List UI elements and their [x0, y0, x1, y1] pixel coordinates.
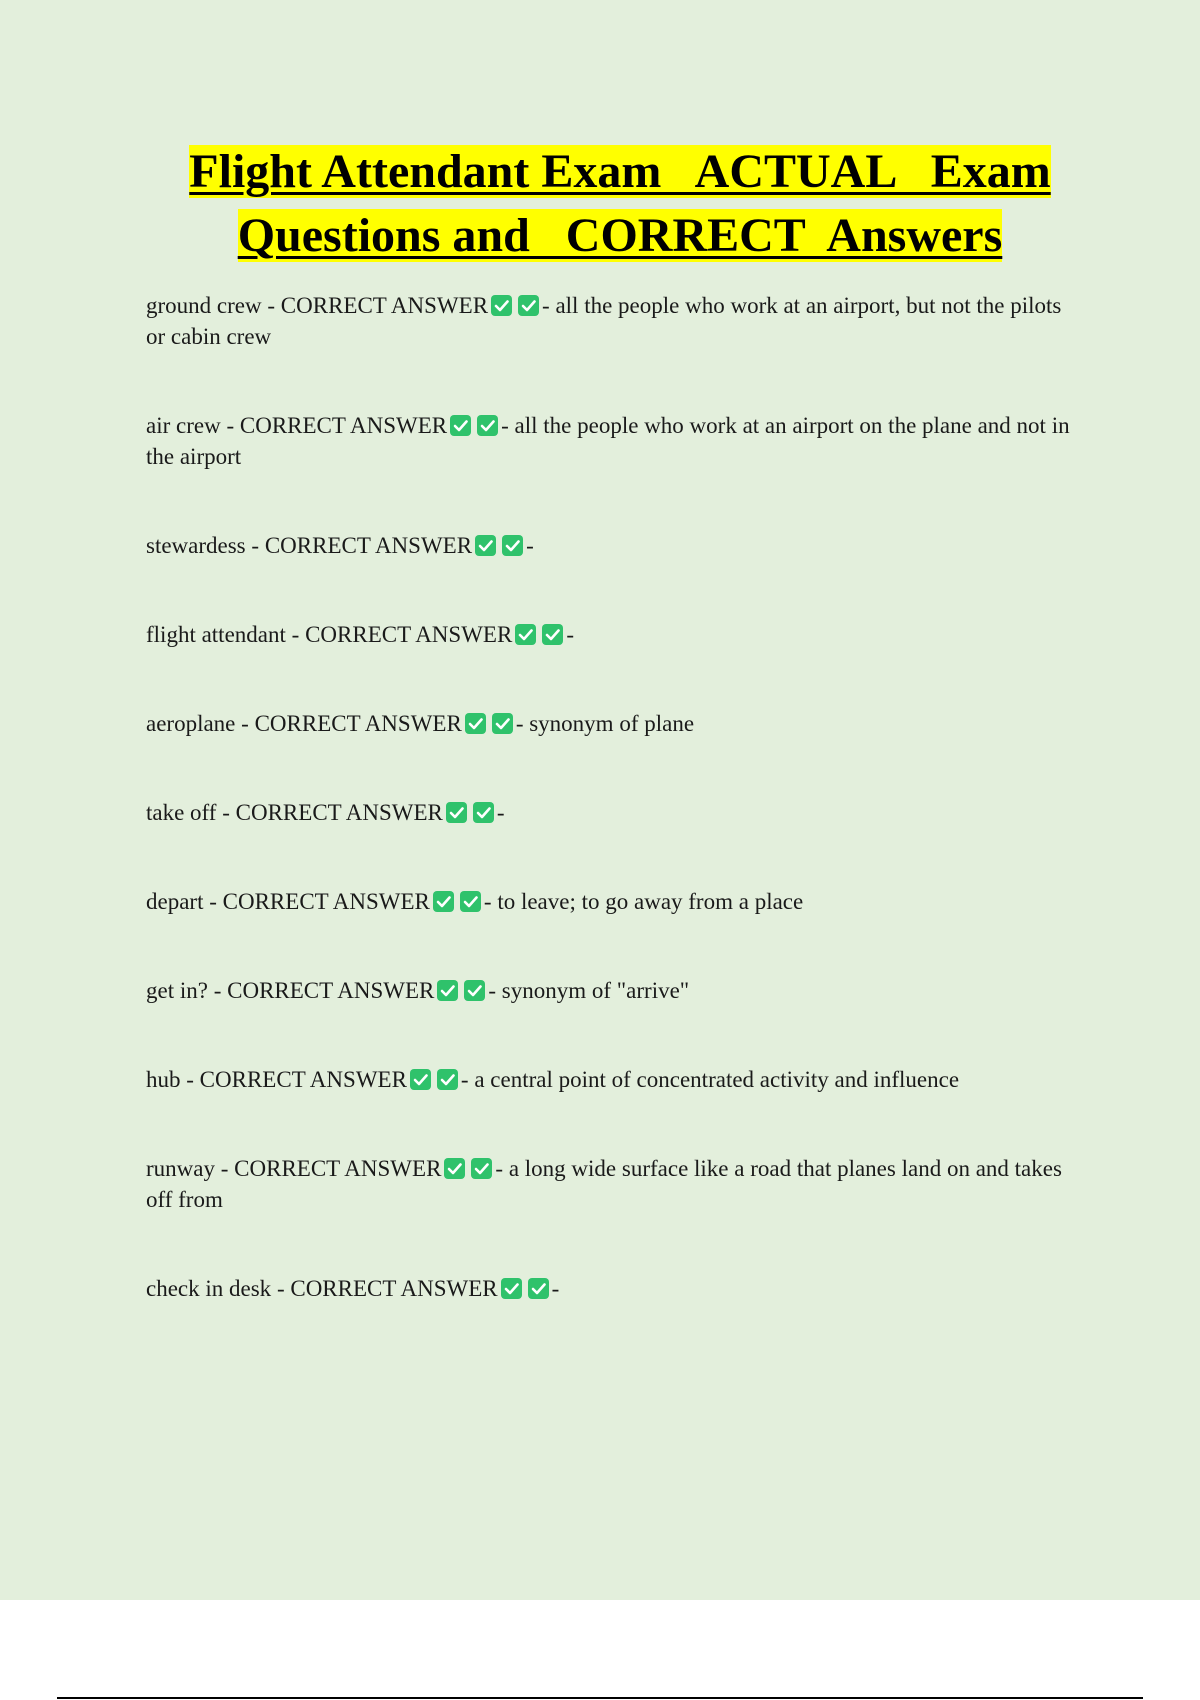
check-mark-icon — [501, 1278, 522, 1299]
entry-definition: all the people who work at an airport on the plane and not in the airport — [146, 413, 1070, 469]
check-mark-icon — [437, 980, 458, 1001]
check-mark-icon — [433, 891, 454, 912]
qa-entry: aeroplane - CORRECT ANSWER - synonym of plane — [146, 711, 695, 736]
entry-answer-label: CORRECT ANSWER — [254, 711, 462, 736]
check-mark-icon — [515, 624, 536, 645]
entry-definition: all the people who work at an airport, but not the pilots or cabin crew — [146, 293, 1062, 349]
document-title — [145, 140, 1095, 268]
qa-entry: take off - CORRECT ANSWER - — [146, 800, 505, 825]
entry-term: check in desk — [146, 1276, 272, 1301]
entry-term: air crew — [146, 413, 221, 438]
entry-term: aeroplane — [146, 711, 236, 736]
qa-entry: depart - CORRECT ANSWER - to leave; to go away from a place — [146, 889, 804, 914]
qa-entry: runway - CORRECT ANSWER - a long wide surface like a road that planes land on and takes off from — [146, 1156, 1062, 1212]
check-mark-icon — [492, 713, 513, 734]
title-line-2: Questions and CORRECT Answers — [237, 209, 1003, 262]
check-mark-icon — [410, 1069, 431, 1090]
entry-answer-label: CORRECT ANSWER — [264, 533, 473, 558]
entry-definition: synonym of plane — [529, 711, 695, 736]
entry-term: get in? — [146, 978, 208, 1003]
footer-divider — [57, 1697, 1143, 1699]
check-mark-icon — [464, 980, 485, 1001]
entry-answer-label: CORRECT ANSWER — [239, 413, 448, 438]
qa-entry: stewardess - CORRECT ANSWER - — [146, 533, 534, 558]
check-mark-icon — [450, 415, 471, 436]
title-line-1: Flight Attendant Exam ACTUAL Exam — [189, 145, 1051, 198]
qa-entry: air crew - CORRECT ANSWER - all the people who work at an airport on the plane and not in the airport — [146, 413, 1070, 469]
entry-definition: a long wide surface like a road that planes land on and takes off from — [146, 1156, 1062, 1212]
entry-term: flight attendant — [146, 622, 286, 647]
entry-answer-label: CORRECT ANSWER — [199, 1067, 407, 1092]
check-mark-icon — [437, 1069, 458, 1090]
check-mark-icon — [471, 1158, 492, 1179]
entry-term: runway — [146, 1156, 215, 1181]
entry-term: stewardess — [146, 533, 246, 558]
entry-term: ground crew — [146, 293, 262, 318]
check-mark-icon — [475, 535, 496, 556]
check-mark-icon — [477, 415, 498, 436]
entry-answer-label: CORRECT ANSWER — [280, 293, 489, 318]
check-mark-icon — [444, 1158, 465, 1179]
entry-term: depart — [146, 889, 204, 914]
qa-entry: get in? - CORRECT ANSWER - synonym of "arrive" — [146, 978, 690, 1003]
qa-entry: check in desk - CORRECT ANSWER - — [146, 1276, 560, 1301]
entry-definition: synonym of "arrive" — [501, 978, 690, 1003]
entry-answer-label: CORRECT ANSWER — [235, 800, 443, 825]
qa-entry: ground crew - CORRECT ANSWER - all the people who work at an airport, but not the pilots or cabin crew — [146, 293, 1062, 349]
entry-answer-label: CORRECT ANSWER — [305, 622, 513, 647]
check-mark-icon — [491, 295, 512, 316]
entry-term: take off — [146, 800, 217, 825]
entry-answer-label: CORRECT ANSWER — [227, 978, 435, 1003]
entry-term: hub — [146, 1067, 181, 1092]
entry-definition: a central point of concentrated activity and influence — [474, 1067, 960, 1092]
check-mark-icon — [528, 1278, 549, 1299]
check-mark-icon — [473, 802, 494, 823]
check-mark-icon — [518, 295, 539, 316]
check-mark-icon — [460, 891, 481, 912]
entry-answer-label: CORRECT ANSWER — [234, 1156, 442, 1181]
qa-entry: flight attendant - CORRECT ANSWER - — [146, 622, 574, 647]
check-mark-icon — [502, 535, 523, 556]
entry-answer-label: CORRECT ANSWER — [222, 889, 430, 914]
check-mark-icon — [465, 713, 486, 734]
check-mark-icon — [446, 802, 467, 823]
entry-definition: to leave; to go away from a place — [497, 889, 804, 914]
qa-entry: hub - CORRECT ANSWER - a central point of concentrated activity and influence — [146, 1067, 960, 1092]
entry-answer-label: CORRECT ANSWER — [290, 1276, 498, 1301]
qa-list — [146, 290, 1076, 1304]
check-mark-icon — [542, 624, 563, 645]
